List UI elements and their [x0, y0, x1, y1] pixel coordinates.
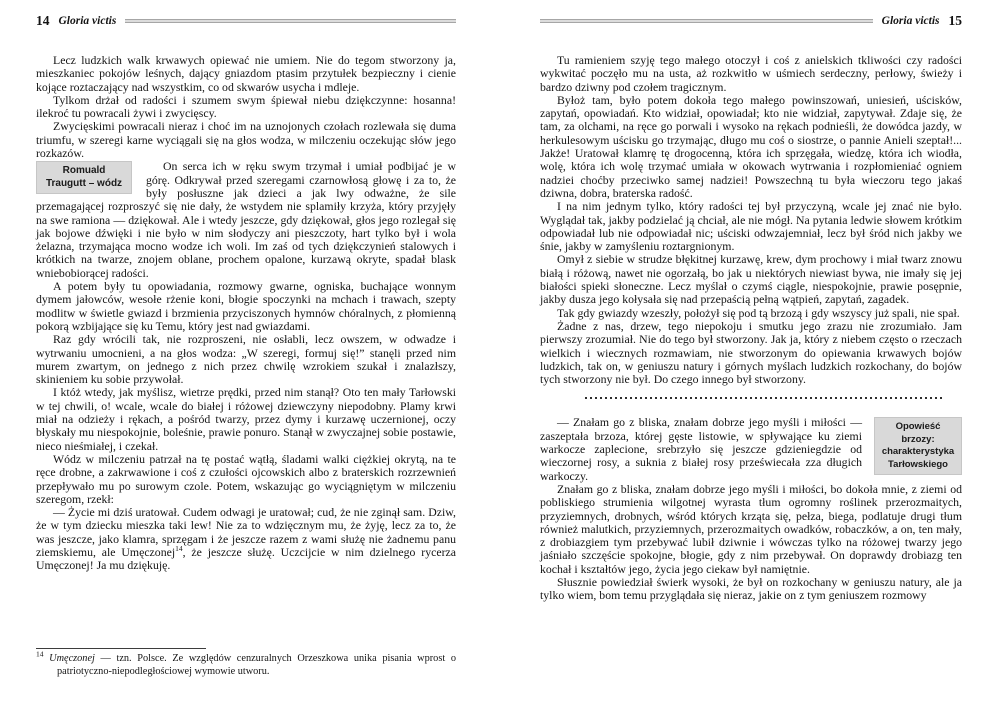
paragraph: Omył z siebie w strudze błękitnej kurzawę, krew, dym prochowy i miał twarz znowu białą i różową, nawet nie ogorzałą, bo jak u niektórych niewiast bywa, nie imały się jej białości spieki słoneczne. Lecz myślał o czymś ciągle, niespokojnie, prawie posępnie, jakby dusza jego kołysała się nad przepaścią pełną wątpień, zapytań, zagadek. — [540, 252, 962, 307]
page-15-body — [540, 54, 962, 603]
page-14-header — [36, 14, 456, 28]
header-rule — [125, 19, 456, 23]
paragraph: Żadne z nas, drzew, tego niepokoju i smutku jego zrazu nie zrozumiało. Jam pierwszy zrozumiał. Nie do tego był stworzony. Jak ja, który z niebem często o rzeczach wielkich i wiecznych rozmawiam, nie stworzonym do opiewania krwawych bojów ludzkich, tak on, w geniuszu natury i górnych myślach ludzkich rozkochany, do bojów tych stworzony nie był. Do czego innego był stworzony. — [540, 318, 962, 387]
footnote-number: 14 — [36, 649, 44, 659]
paragraph: Znałam go z bliska, znałam dobrze jego myśli i miłości, bo dokoła mnie, z ziemi od pobliskiego strumienia wilgotnej wyrasta tłum ogromny roślinek przerozmaitych, przyziemnych, drobnych, wśród których krząta się, pełza, biega, podlatuje drugi tłum również malutkich, przyziemnych, przerozmaitych owadków, robaczków, a on, ten mały, z drobiazgiem tym przebywać lubił dziwnie i wówczas tylko na różowej twarzy jego jaśniało szczęście spokojne, błogie, gdy z nim przebywał. On doprawdy drobiazg ten kochał i kształtów jego, życia jego ciekaw był namiętnie. — [540, 481, 962, 576]
margin-note-line: Tarłowskiego — [887, 458, 948, 470]
margin-note-brzoza — [874, 417, 962, 475]
footnote-text: — tzn. Polsce. Ze względów cenzuralnych Orzeszkowa unika pisania wprost o patriotyczno-niepodległościowej wymowie utworu. — [57, 653, 456, 677]
paragraph-dialog — [36, 506, 456, 572]
footnote — [36, 649, 456, 678]
page-15 — [540, 14, 962, 698]
paragraph: I któż wtedy, jak myślisz, wietrze prędki, przed nim stanął? Oto ten mały Tarłowski w tej chwili, o! wcale, wcale do białej i różowej dziewczyny niepodobny. Plamy krwi miał na odzieży i rękach, a pośród twarzy, przez dymy i kurzawę uczernionej, oczy błyskały mu niespokojnie, boleśnie, prawie ponuro. Stanął w zwyczajnej sobie postawie, nieco nieśmiałej, i czekał. — [36, 385, 456, 453]
paragraph: A potem były tu opowiadania, rozmowy gwarne, ogniska, buchające wonnym dymem jałowców, wesołe rżenie koni, błogie spoczynki na mchach i trawach, szepty modlitw w świetle gwiazd i brzmienia przyciszonych hymnów chóralnych, z płomienną pokorą wzbijające się ku Temu, który jest nad gwiazdami. — [36, 279, 456, 333]
margin-note-line: Romuald — [62, 165, 106, 177]
margin-note-line: Opowieść — [895, 421, 941, 433]
paragraph: Wódz w milczeniu patrzał na tę postać wątłą, śladami walki ciężkiej okrytą, na te ręce drobne, a zakrwawione i coś z czułości ojcowskich albo z braterskich rozrzewnień przepływało mu po surowym czole. Potem, wskazując go wyciągniętym w milczeniu szeregom, rzekł: — [36, 451, 456, 506]
footnote-term: Umęczonej — [49, 653, 95, 664]
dialog-text-before: — Życie mi dziś uratował. Cudem odwagi je uratował; cud, że nie zginął sam. Dziw, że w tym dziecku mieszka taki lew! Nie za to wdzięcznym mu, że żyję, lecz za to, że was jeszcze, jako klamra, sprzęgam i że jeszcze razem z wami służę nie żadnemu panu ziemskiemu, ale Umęczonej — [36, 505, 456, 559]
paragraph: Tak gdy gwiazdy wzeszły, położył się pod tą brzozą i gdy wszyscy już spali, nie spał. — [557, 305, 960, 320]
paragraph-with-margin-note — [36, 160, 456, 280]
paragraph-text: — Znałam go z bliska, znałam dobrze jego myśli i miłości — zaszeptała brzoza, której gęste listowie, w spływające ku ziemi warkocze zaplecione, srebrzyło się jeszcze gdzieniegdzie od wieczornej rosy, a suknia z białej rosy przeświecała zza długich warkoczy. — [540, 415, 862, 483]
paragraph-with-margin-note — [540, 416, 962, 482]
page-number: 14 — [36, 13, 50, 28]
paragraph: Słusznie powiedział świerk wysoki, że był on rozkochany w geniuszu natury, ale ja tylko wiem, bom temu przyglądała się nieraz, jakie on z tym geniuszem rozmowy — [540, 574, 962, 603]
margin-note-traugutt — [36, 161, 132, 194]
running-title: Gloria victis — [881, 15, 940, 27]
paragraph: Tylkom drżał od radości i szumem swym śpiewał niebu dziękczynne: hosanna! ilekroć tu powracali żywi i zwycięscy. — [36, 92, 456, 121]
page-15-header — [540, 14, 962, 28]
paragraph: Zwycięskimi powracali nieraz i choć im na uznojonych czołach rozlewała się duma triumfu, w szeregi karne wyciągali się na głos wodza, w milczeniu oczekując słów jego rozkazów. — [36, 119, 456, 161]
header-rule — [540, 19, 873, 23]
paragraph-text: On serca ich w ręku swym trzymał i umiał podbijać je w górę. Odkrywał przed szeregami czarnowłosą głowę i za to, że były posłuszne jak dzieci a jak lwy odważne, że sile przemagającej rozproszyć się nie dały, że wstydem nie splamiły krzyża, który przyjęły na swe ramiona — dziękował. Ale i wtedy jeszcze, gdy dziękował, głos jego rozlegał się jak bojowe dźwięki i nie było w nim słodyczy ani pieszczoty, hart tylko był i wola żelazna, trzymająca mocno wodze ich woli. Im zaś od tych dziękczynień stalowych i krótkich na twarze, znojem oblane, prochem opalone, kurzawą okryte, spadał blask wniebobiorącej radości. — [36, 159, 456, 280]
paragraph: Lecz ludzkich walk krwawych opiewać nie umiem. Nie do tegom stworzony ja, mieszkaniec pokojów leśnych, dający gniazdom ptasim przytułek bezpieczny i cienie kojące roztaczający nad wszystkim, co od skwarów usycha i mdleje. — [36, 53, 456, 94]
running-title: Gloria victis — [58, 15, 117, 27]
page-number: 15 — [948, 13, 962, 28]
paragraph: Tu ramieniem szyję tego małego otoczył i coś z anielskich tkliwości czy radości wykwitać poczęło mu na usta, aż rozkwitło w uśmiech serdeczny, perłowy, świeży i bardzo dziwny pod czołem tragicznym. — [540, 53, 962, 94]
paragraph: Byłoż tam, było potem dokoła tego małego powinszowań, uniesień, uścisków, zapytań, opowiadań. Kto widział, opowiadał; kto nie widział, zapytywał. Zdaje się, że tam, za olchami, na ręce go porwali i wysoko na rękach podnieśli, że dowódca jazdy, w herkulesowym uścisku go trzymając, długo mu coś o siostrze, o pannie Anieli szeptał!... Jakże! Uratował klamrę tę drogocenną, która ich sprzęgała, wiedzę, która ich wiodła, wolę, która ich wolę trzymać umiała w okowach wytrwania i rozpłomieniać ogniem nadziei choćby przeciwko samej nadziei! Powszechną tu była wieczoru tego jakaś dziwna, dobra, braterska radość. — [540, 92, 962, 200]
margin-note-line: charakterystyka — [881, 446, 955, 458]
footnote-block — [36, 648, 456, 678]
section-separator-dotted — [585, 397, 944, 399]
margin-note-line: brzozy: — [901, 433, 935, 445]
dialog-text-after: , że jeszcze służę. Uczcijcie w nim dzielnego rycerza Umęczonej! Ja mu dziękuję. — [36, 544, 456, 573]
page-14-body — [36, 54, 456, 573]
page-14 — [36, 14, 456, 698]
footnote-reference-mark: 14 — [175, 544, 183, 554]
margin-note-line: Traugutt – wódz — [45, 177, 123, 189]
footnote-separator-rule — [36, 648, 206, 649]
paragraph: I na nim jednym tylko, który radości tej był przyczyną, wcale jej znać nie było. Wyglądał tak, jakby podzielać ją chciał, ale nie mógł. Na pytania ledwie słowem krótkim odpowiadał lub nie odpowiadał nic; uściski odwzajemniał, lecz był śród nich jakby we śnie, jakby w zamyśleniu roztargnionym. — [540, 199, 962, 254]
paragraph: Raz gdy wrócili tak, nie rozproszeni, nie osłabli, lecz owszem, w odwadze i wytrwaniu umocnieni, a na głos wodza: „W szeregi, formuj się!” stanęli przed nim murem zwartym, on jednego z nich przez chwilę wzrokiem szukał i znalazłszy, skinieniem ku sobie przywołał. — [36, 332, 456, 387]
